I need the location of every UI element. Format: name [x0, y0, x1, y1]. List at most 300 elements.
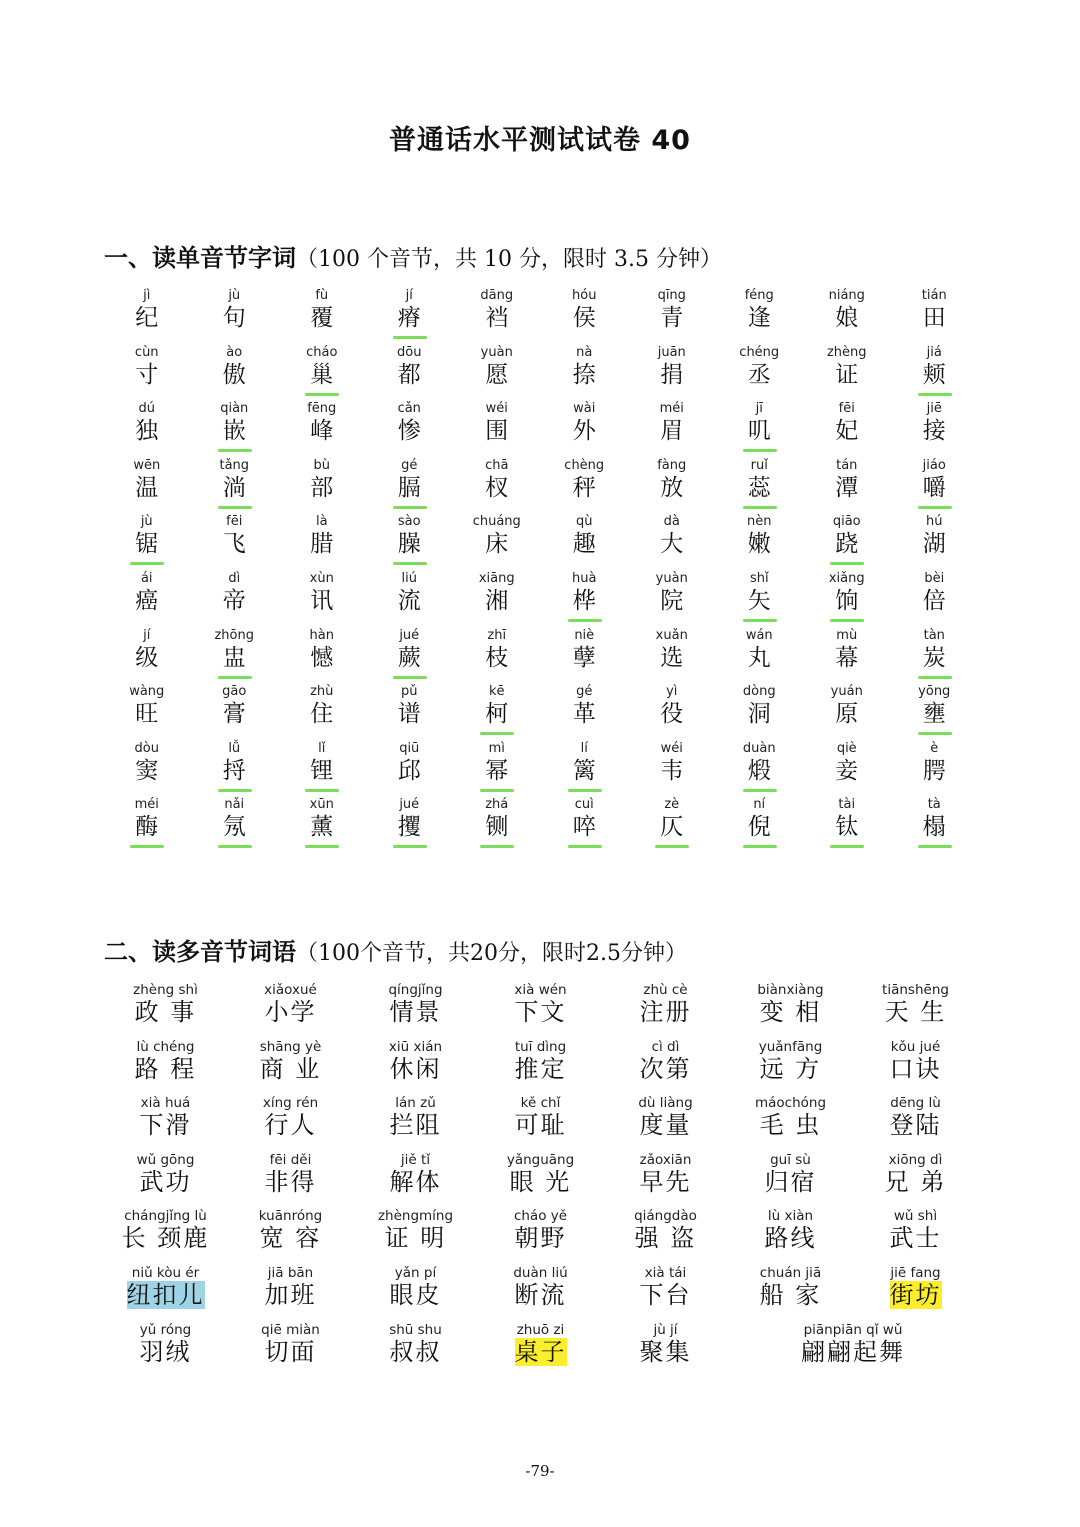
hanzi: 覆 [310, 305, 334, 331]
hanzi: 榻 [922, 814, 946, 841]
green-underline [393, 562, 427, 565]
syllable-item [716, 345, 804, 402]
pinyin: ái [140, 570, 153, 586]
hanzi: 攫 [397, 814, 421, 841]
pinyin: nèn [747, 514, 772, 530]
word-item [728, 1208, 853, 1265]
syllable-item [278, 797, 366, 854]
hanzi: 纪 [135, 305, 159, 331]
pinyin: lù xiàn [767, 1208, 814, 1225]
green-underline [480, 789, 514, 792]
syllable-item [453, 797, 541, 854]
syllable-item [716, 684, 804, 741]
hanzi: 田 [922, 305, 946, 331]
syllable-item [278, 684, 366, 741]
word-item [478, 982, 603, 1039]
pinyin: gé [401, 457, 418, 473]
syllable-item [453, 514, 541, 571]
syllable-item [628, 401, 716, 458]
pinyin: yǔ róng [139, 1321, 192, 1338]
hanzi-word: 拦阻 [389, 1111, 442, 1140]
pinyin: wéi [660, 740, 683, 756]
green-underline [830, 619, 864, 622]
pinyin: tuī dìng [514, 1038, 567, 1055]
syllable-item [191, 401, 279, 458]
section1-heading [104, 238, 722, 273]
green-underline [743, 449, 777, 452]
syllable-item [628, 345, 716, 402]
pinyin: chuáng [472, 514, 521, 530]
syllable-item [628, 797, 716, 854]
hanzi: 啐 [572, 814, 596, 841]
syllable-item [716, 288, 804, 345]
word-item [603, 1095, 728, 1152]
word-item [728, 1322, 978, 1379]
pinyin: shǐ [749, 570, 769, 586]
pinyin: qiàn [220, 401, 249, 417]
pinyin: ào [226, 344, 243, 360]
pinyin: méi [659, 401, 684, 417]
pinyin: guī sù [770, 1151, 811, 1168]
pinyin: xiū xián [388, 1038, 443, 1055]
green-underline [218, 845, 252, 848]
hanzi: 捋 [222, 757, 246, 784]
pinyin: dòu [134, 740, 159, 756]
pinyin: lán zǔ [395, 1095, 436, 1112]
hanzi: 独 [135, 418, 159, 445]
word-item [603, 1039, 728, 1096]
word-item [603, 1322, 728, 1379]
hanzi: 淌 [222, 474, 246, 501]
hanzi: 杈 [485, 474, 509, 501]
pinyin: jù [228, 288, 241, 303]
multi-syllable-grid [103, 982, 978, 1378]
hanzi: 傲 [222, 361, 246, 388]
pinyin: hàn [309, 627, 334, 643]
syllable-item [628, 514, 716, 571]
word-item [478, 1265, 603, 1322]
hanzi-word: 变 相 [759, 998, 822, 1026]
hanzi: 原 [835, 701, 859, 728]
hanzi: 煅 [747, 757, 771, 784]
pinyin: qiè [836, 740, 857, 756]
word-item [103, 982, 228, 1039]
pinyin: wēn [133, 457, 161, 473]
word-item [853, 1039, 978, 1096]
syllable-item [803, 458, 891, 515]
word-item [353, 1095, 478, 1152]
pinyin: ní [753, 797, 766, 813]
section1-heading-text: 一、读单音节字词 [104, 244, 296, 272]
syllable-item [716, 514, 804, 571]
pinyin: jiáo [922, 457, 946, 473]
pinyin: tà [927, 797, 941, 813]
hanzi-word: 口诀 [889, 1054, 942, 1083]
pinyin: jí [143, 627, 151, 643]
syllable-item [103, 401, 191, 458]
pinyin: kě chǐ [520, 1095, 561, 1112]
syllable-item [541, 797, 629, 854]
syllable-item [278, 345, 366, 402]
green-underline [918, 732, 952, 735]
pinyin: jiě tǐ [400, 1151, 431, 1168]
syllable-item [891, 628, 979, 685]
syllable-item [191, 345, 279, 402]
hanzi-word: 下台 [639, 1280, 692, 1309]
hanzi: 臊 [397, 531, 421, 558]
hanzi-word: 路线 [764, 1224, 817, 1253]
syllable-item [453, 571, 541, 628]
word-item [478, 1095, 603, 1152]
syllable-item [103, 514, 191, 571]
green-underline [918, 393, 952, 396]
pinyin: zhù [310, 684, 334, 700]
pinyin: zhōng [214, 627, 254, 643]
hanzi-word: 街坊 [889, 1280, 942, 1309]
hanzi: 柯 [485, 701, 509, 728]
pinyin: jiā bān [267, 1264, 314, 1281]
hanzi: 愿 [485, 361, 509, 388]
green-underline [568, 789, 602, 792]
hanzi: 句 [222, 305, 246, 331]
pinyin: zhī [487, 627, 507, 643]
hanzi: 惨 [397, 418, 421, 445]
word-item [353, 1265, 478, 1322]
pinyin: jí [405, 288, 413, 303]
hanzi: 湘 [485, 587, 509, 614]
hanzi: 韦 [660, 757, 684, 784]
pinyin: niè [574, 627, 595, 643]
green-underline [218, 506, 252, 509]
hanzi: 窦 [135, 757, 159, 784]
hanzi: 饷 [835, 587, 859, 614]
hanzi-word: 船 家 [759, 1280, 822, 1309]
green-underline [480, 845, 514, 848]
section2-heading-text: 二、读多音节词语 [104, 938, 296, 966]
pinyin: wǔ gōng [136, 1151, 195, 1168]
syllable-item [716, 458, 804, 515]
word-item [853, 1208, 978, 1265]
hanzi-word: 情景 [389, 998, 442, 1026]
pinyin: tǎng [219, 457, 250, 473]
syllable-item [453, 345, 541, 402]
hanzi: 旺 [135, 701, 159, 728]
green-underline [218, 676, 252, 679]
hanzi-word: 行人 [264, 1111, 317, 1140]
hanzi-word: 眼 光 [509, 1167, 572, 1196]
hanzi: 嫩 [747, 531, 771, 558]
pinyin: yǎnguāng [506, 1151, 575, 1168]
word-item [228, 982, 353, 1039]
pinyin: jiē [926, 401, 942, 417]
hanzi-word: 切面 [264, 1337, 317, 1366]
page-title: 普通话水平测试试卷 40 [389, 125, 691, 156]
syllable-item [891, 458, 979, 515]
pinyin: zhèng shì [133, 982, 198, 998]
hanzi: 级 [135, 644, 159, 671]
hanzi: 薰 [310, 814, 334, 841]
syllable-item [191, 684, 279, 741]
pinyin: wán [745, 627, 773, 643]
hanzi-word: 政 事 [134, 998, 197, 1026]
hanzi-word: 远 方 [759, 1054, 822, 1083]
word-item [603, 1265, 728, 1322]
pinyin: cì dì [651, 1038, 680, 1055]
syllable-item [541, 345, 629, 402]
syllable-item [453, 684, 541, 741]
hanzi-word: 兄 弟 [884, 1167, 947, 1196]
pinyin: yì [666, 684, 678, 700]
hanzi: 青 [660, 305, 684, 331]
pinyin: piānpiān qǐ wǔ [803, 1321, 903, 1338]
word-item [853, 982, 978, 1039]
hanzi: 仄 [660, 814, 684, 841]
green-underline [305, 789, 339, 792]
pinyin: hú [926, 514, 943, 530]
hanzi-word: 推定 [514, 1054, 567, 1083]
syllable-item [278, 571, 366, 628]
pinyin: bèi [924, 570, 945, 586]
word-item [603, 1152, 728, 1209]
hanzi-word: 天 生 [884, 998, 947, 1026]
hanzi: 谱 [397, 701, 421, 728]
pinyin: yōng [918, 684, 951, 700]
hanzi: 证 [835, 361, 859, 388]
green-underline [830, 562, 864, 565]
pinyin: qiē miàn [261, 1321, 320, 1338]
green-underline [218, 789, 252, 792]
pinyin: niǔ kòu ér [131, 1264, 200, 1281]
pinyin: wài [573, 401, 596, 417]
green-underline [393, 845, 427, 848]
hanzi-word: 度量 [639, 1111, 692, 1140]
hanzi: 跷 [835, 531, 859, 558]
green-underline [568, 619, 602, 622]
syllable-item [891, 401, 979, 458]
hanzi-word: 归宿 [764, 1167, 817, 1196]
hanzi: 炭 [922, 644, 946, 671]
syllable-item [803, 401, 891, 458]
hanzi: 矢 [747, 587, 771, 614]
syllable-item [716, 571, 804, 628]
hanzi: 丞 [747, 361, 771, 388]
hanzi: 湖 [922, 531, 946, 558]
green-underline [743, 789, 777, 792]
green-underline [393, 336, 427, 339]
green-underline [568, 845, 602, 848]
syllable-item [541, 628, 629, 685]
hanzi: 洞 [747, 701, 771, 728]
syllable-item [891, 514, 979, 571]
hanzi-word: 早先 [639, 1167, 692, 1196]
hanzi: 癌 [135, 587, 159, 614]
syllable-item [541, 741, 629, 798]
hanzi: 都 [397, 361, 421, 388]
hanzi: 住 [310, 701, 334, 728]
pinyin: shāng yè [259, 1038, 322, 1055]
pinyin: ruǐ [750, 457, 768, 473]
green-underline [918, 506, 952, 509]
hanzi: 围 [485, 418, 509, 445]
syllable-item [803, 345, 891, 402]
hanzi: 腊 [310, 531, 334, 558]
hanzi: 盅 [222, 644, 246, 671]
pinyin: dāng [480, 288, 514, 303]
hanzi: 革 [572, 701, 596, 728]
word-item [728, 1265, 853, 1322]
syllable-item [891, 345, 979, 402]
word-item [228, 1208, 353, 1265]
hanzi: 丸 [747, 644, 771, 671]
hanzi: 妃 [835, 418, 859, 445]
hanzi-word: 商 业 [259, 1054, 322, 1083]
hanzi: 瘠 [397, 305, 421, 331]
word-item [103, 1265, 228, 1322]
pinyin: dēng lù [890, 1095, 941, 1112]
hanzi: 接 [922, 418, 946, 445]
pinyin: duàn liú [513, 1264, 568, 1281]
syllable-item [366, 684, 454, 741]
syllable-item [103, 684, 191, 741]
green-underline [393, 676, 427, 679]
hanzi: 峰 [310, 418, 334, 445]
word-item [728, 1152, 853, 1209]
hanzi: 捺 [572, 361, 596, 388]
hanzi-word: 解体 [389, 1167, 442, 1196]
pinyin: xiāng [478, 570, 515, 586]
syllable-item [541, 571, 629, 628]
hanzi-word: 小学 [264, 998, 317, 1026]
hanzi: 温 [135, 474, 159, 501]
word-item [228, 1095, 353, 1152]
hanzi: 帝 [222, 587, 246, 614]
hanzi: 桦 [572, 587, 596, 614]
syllable-item [278, 288, 366, 345]
hanzi: 邱 [397, 757, 421, 784]
pinyin: gé [576, 684, 593, 700]
pinyin: biànxiàng [757, 982, 824, 998]
pinyin: méi [134, 797, 159, 813]
word-item [728, 982, 853, 1039]
syllable-item [891, 684, 979, 741]
pinyin: chuán jiā [759, 1264, 822, 1281]
syllable-item [541, 684, 629, 741]
syllable-item [366, 571, 454, 628]
pinyin: zhèng [826, 344, 867, 360]
hanzi-word: 桌子 [514, 1337, 567, 1366]
green-underline [393, 506, 427, 509]
syllable-item [453, 288, 541, 345]
pinyin: kǒu jué [890, 1038, 941, 1055]
syllable-item [366, 628, 454, 685]
pinyin: è [930, 740, 939, 756]
pinyin: chèng [564, 457, 605, 473]
hanzi: 捐 [660, 361, 684, 388]
syllable-item [628, 288, 716, 345]
hanzi: 役 [660, 701, 684, 728]
syllable-item [103, 288, 191, 345]
pinyin: huà [572, 570, 597, 586]
hanzi-word: 翩翩起舞 [801, 1337, 905, 1366]
pinyin: xià tái [644, 1264, 687, 1281]
hanzi-word: 休闲 [389, 1054, 442, 1083]
hanzi-word: 注册 [639, 998, 692, 1026]
hanzi: 倍 [922, 587, 946, 614]
syllable-item [803, 797, 891, 854]
word-item [853, 1152, 978, 1209]
pinyin: jué [399, 627, 420, 643]
hanzi-word: 聚集 [639, 1337, 692, 1366]
pinyin: jù [140, 514, 153, 530]
pinyin: cǎn [397, 401, 421, 417]
pinyin: féng [744, 288, 774, 303]
hanzi-word: 朝野 [514, 1224, 567, 1253]
pinyin: qíngjǐng [388, 982, 443, 998]
syllable-item [191, 288, 279, 345]
hanzi: 叽 [747, 418, 771, 445]
hanzi-word: 羽绒 [139, 1337, 192, 1366]
pinyin: xià huá [140, 1095, 191, 1112]
hanzi: 讯 [310, 587, 334, 614]
pinyin: niáng [828, 288, 865, 303]
hanzi: 颊 [922, 361, 946, 388]
hanzi: 枝 [485, 644, 509, 671]
pinyin: wàng [129, 684, 165, 700]
word-item [603, 1208, 728, 1265]
pinyin: jiē fang [890, 1264, 941, 1281]
pinyin: juān [657, 344, 686, 360]
pinyin: qiāo [832, 514, 861, 530]
hanzi: 膏 [222, 701, 246, 728]
pinyin: jī [755, 401, 763, 417]
hanzi: 锂 [310, 757, 334, 784]
word-item [603, 982, 728, 1039]
pinyin: tián [921, 288, 947, 303]
syllable-item [803, 684, 891, 741]
hanzi: 外 [572, 418, 596, 445]
syllable-item [103, 741, 191, 798]
syllable-item [103, 571, 191, 628]
pinyin: tàn [923, 627, 945, 643]
hanzi: 部 [310, 474, 334, 501]
syllable-item [191, 741, 279, 798]
word-item [478, 1322, 603, 1379]
hanzi: 飞 [222, 531, 246, 558]
syllable-item [541, 401, 629, 458]
green-underline [130, 845, 164, 848]
syllable-item [278, 401, 366, 458]
pinyin: jué [399, 797, 420, 813]
hanzi: 腭 [922, 757, 946, 784]
syllable-item [366, 345, 454, 402]
syllable-item [366, 401, 454, 458]
green-underline [918, 845, 952, 848]
syllable-item [278, 741, 366, 798]
hanzi: 蕊 [747, 474, 771, 501]
hanzi-word: 眼皮 [389, 1280, 442, 1309]
pinyin: zǎoxiān [639, 1151, 692, 1168]
hanzi: 锯 [135, 531, 159, 558]
pinyin: fēng [307, 401, 337, 417]
hanzi-word: 加班 [264, 1280, 317, 1309]
syllable-item [891, 288, 979, 345]
word-item [103, 1039, 228, 1096]
pinyin: hóu [572, 288, 597, 303]
pinyin: qiángdào [634, 1208, 697, 1225]
hanzi-word: 非得 [264, 1167, 317, 1196]
pinyin: dú [138, 401, 155, 417]
pinyin: chā [485, 457, 509, 473]
